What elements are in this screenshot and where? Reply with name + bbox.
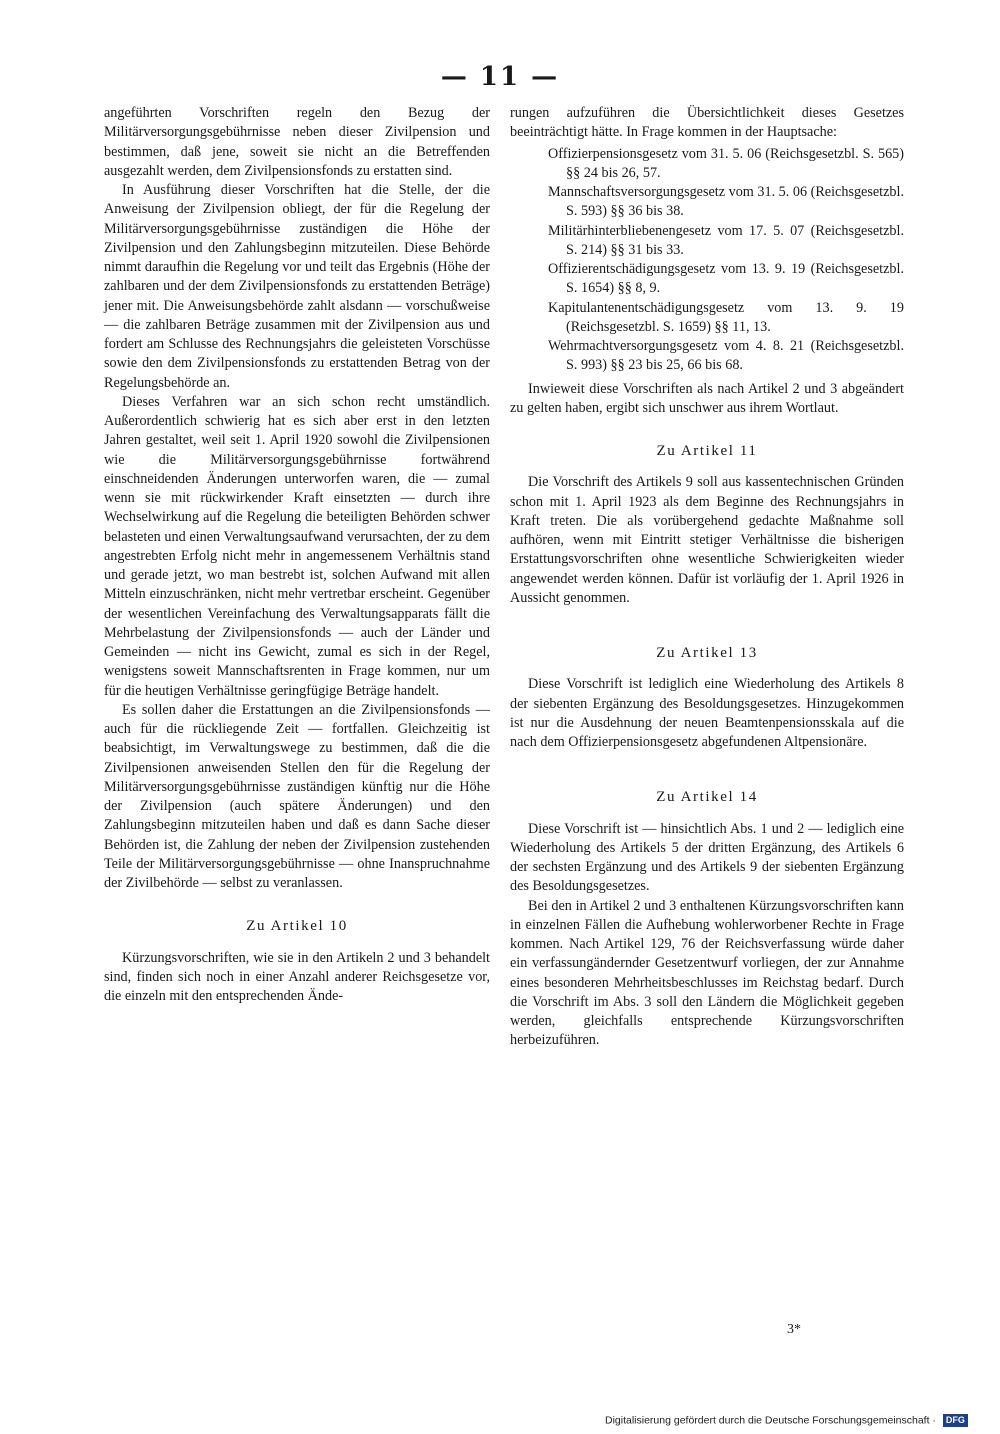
- paragraph: Kürzungsvorschriften, wie sie in den Artikeln 2 und 3 behandelt sind, finden sich noch in einer Anzahl anderer Reichsgesetze vor, die einzeln mit den entsprechenden Ände-: [104, 949, 490, 1004]
- paragraph: In Ausführung dieser Vorschriften hat die Stelle, der die Anweisung der Zivilpension obliegt, der für die Regelung der Militärversorgungsgebührnisse zuständigen die Höhe der Zivilpension und den Zahlungsbeginn mitzuteilen. Diese Behörde nimmt daraufhin die Regelung vor und teilt das Ergebnis (Höhe der zahlbaren und der dem Zivilpensionsfonds zu erstattenden Beträge) jener mit. Die Anweisungsbehörde zahlt alsdann — vorschußweise — die zahlbaren Beträge zusammen mit der Zivilpension aus und fordert am Schlusse des Rechnungsjahrs die geleisteten Vorschüsse sowie den dem Zivilpensionsfonds zu erstattenden Betrag von der Regelungsbehörde an.: [104, 182, 490, 391]
- left-column: [104, 104, 490, 1006]
- law-list-item: Offizierpensionsgesetz vom 31. 5. 06 (Reichsgesetzbl. S. 565) §§ 24 bis 26, 57.: [548, 145, 904, 181]
- law-list-item: Wehrmachtversorgungsgesetz vom 4. 8. 21 (Reichsgesetzbl. S. 993) §§ 23 bis 25, 66 bis 68.: [548, 338, 904, 374]
- section-heading-article-10: Zu Artikel 10: [246, 918, 348, 935]
- paragraph: Bei den in Artikel 2 und 3 enthaltenen Kürzungsvorschriften kann in einzelnen Fällen die Aufhebung wohlerworbener Rechte in Frage kommen. Nach Artikel 129, 76 der Reichsverfassung würde daher ein verfassungändernder Gesetzentwurf vorliegen, der zur Annahme eines besonderen Mehrheitsbeschlusses im Reichstag bedarf. Durch die Vorschrift im Abs. 3 soll den Ländern die Möglichkeit gegeben werden, gleichfalls entsprechende Kürzungsvorschriften herbeizuführen.: [510, 897, 904, 1049]
- law-list-item: Militärhinterbliebenengesetz vom 17. 5. 07 (Reichsgesetzbl. S. 214) §§ 31 bis 33.: [548, 222, 904, 258]
- digitization-footer: [605, 1414, 968, 1427]
- paragraph: Es sollen daher die Erstattungen an die Zivilpensionsfonds — auch für die rückliegende Zeit — fortfallen. Gleichzeitig ist beabsichtigt, im Verwaltungswege zu bestimmen, daß die die Zivilpensionen anweisenden Stellen den für die Regelung der Militärversorgungsgebührnisse zuständigen künftig nur die Höhe der Zivilpension (auch spätere Änderungen) und den Zahlungsbeginn mitzuteilen haben und daß es dann Sache dieser Behörden ist, die Zahlung der neben der Zivilpension zustehenden Teile der Militärversorgungsgebührnisse — ohne Inanspruchnahme der Zivilbehörde — selbst zu veranlassen.: [104, 701, 490, 891]
- signature-mark: 3*: [787, 1322, 801, 1337]
- dfg-logo: DFG: [943, 1414, 968, 1427]
- section-heading-article-14: Zu Artikel 14: [656, 789, 758, 806]
- paragraph: Dieses Verfahren war an sich schon recht umständlich. Außerordentlich schwierig hat es sich aber erst in den letzten Jahren gestaltet, weil seit 1. April 1920 sowohl die Zivilpensionen wie die Militärversorgungsgebührnisse fortwährend einschneidenden Änderungen unterworfen waren, die — zumal wenn sie mit rückwirkender Kraft einsetzten — durch ihre Wechselwirkung auf die Regelung die beteiligten Behörden schwer belasteten und einen Verwaltungsaufwand verursachten, der zu dem angestrebten Erfolg nicht mehr in angemessenem Verhältnis stand und gerade jetzt, wo man bestrebt ist, solchen Aufwand mit allen Mitteln einzuschränken, nicht mehr vertretbar erscheint. Gegenüber der wesentlichen Vereinfachung des Verwaltungsapparats fällt die Mehrbelastung der Zivilpensionsfonds — auch der Länder und Gemeinden — nicht ins Gewicht, zumal es sich in der Regel, wenigstens soweit Mannschaftsrenten in Frage kommen, nur um für die heutigen Verhältnisse geringfügige Beträge handelt.: [104, 393, 490, 699]
- paragraph: rungen aufzuführen die Übersichtlichkeit dieses Gesetzes beeinträchtigt hätte. In Frage kommen in der Hauptsache:: [510, 105, 904, 141]
- paragraph: Diese Vorschrift ist — hinsichtlich Abs. 1 und 2 — lediglich eine Wiederholung des Artikels 5 der dritten Ergänzung, des Artikels 6 der sechsten Ergänzung und des Artikels 9 der siebenten Ergänzung des Besoldungsgesetzes.: [510, 820, 904, 895]
- law-list: [510, 145, 904, 376]
- section-heading-article-13: Zu Artikel 13: [656, 645, 758, 661]
- law-list-item: Mannschaftsversorgungsgesetz vom 31. 5. 06 (Reichsgesetzbl. S. 593) §§ 36 bis 38.: [548, 184, 904, 220]
- paragraph: Die Vorschrift des Artikels 9 soll aus kassentechnischen Gründen schon mit 1. April 1923 als dem Beginne des Rechnungsjahrs in Kraft treten. Die als vorübergehend gedachte Maßnahme soll aufhören, wenn mit Eintritt stetiger Verhältnisse die bisherigen Erstattungsvorschriften ohne wesentliche Schwierigkeiten wieder angewendet werden können. Dafür ist vorläufig der 1. April 1926 in Aussicht genommen.: [510, 474, 904, 606]
- paragraph: Inwieweit diese Vorschriften als nach Artikel 2 und 3 abgeändert zu gelten haben, ergibt sich unschwer aus ihrem Wortlaut.: [510, 380, 904, 416]
- paragraph: angeführten Vorschriften regeln den Bezug der Militärversorgungsgebührnisse neben dieser Zivilpension und bestimmen, daß jene, soweit sie nicht an die Betreffenden ausgezahlt werden, dem Zivilpensionsfonds zu erstatten sind.: [104, 105, 490, 179]
- right-column: [510, 104, 904, 1051]
- law-list-item: Kapitulantenentschädigungsgesetz vom 13. 9. 19 (Reichsgesetzbl. S. 1659) §§ 11, 13.: [548, 299, 904, 335]
- law-list-item: Offizierentschädigungsgesetz vom 13. 9. 19 (Reichsgesetzbl. S. 1654) §§ 8, 9.: [548, 261, 904, 297]
- paragraph: Diese Vorschrift ist lediglich eine Wiederholung des Artikels 8 der siebenten Ergänzung des Besoldungsgesetzes. Hinzugekommen ist nur die Ausdehnung der neuen Beamtenpensionsskala auf die nach dem Offizierpensionsgesetz abgefundenen Altpensionäre.: [510, 676, 904, 750]
- section-heading-article-11: Zu Artikel 11: [656, 443, 758, 459]
- page-number: — 11 —: [440, 62, 560, 92]
- footer-text: Digitalisierung gefördert durch die Deutsche Forschungsgemeinschaft ·: [605, 1414, 936, 1427]
